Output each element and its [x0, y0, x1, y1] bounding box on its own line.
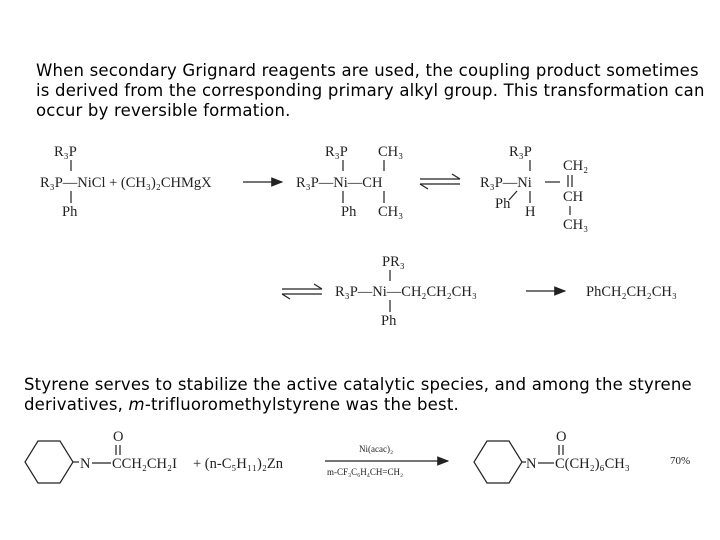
paragraph-styrene [24, 375, 714, 415]
scheme1-reactant [40, 144, 212, 220]
catalyst-above: Ni(acac)₂ [359, 444, 394, 454]
paragraph-2-part-2: -trifluoromethylstyrene was the best. [144, 394, 459, 414]
int3-pr3: PR₃ [382, 254, 405, 270]
piperidine-ring-right [474, 441, 522, 483]
int1-r3p-top: R₃P [325, 144, 348, 160]
int2-ph: Ph [495, 196, 511, 212]
chain-right: C(CH₂)₆CH₃ [555, 456, 630, 472]
scheme2-reactant [25, 429, 284, 483]
piperidine-ring-left [25, 441, 73, 483]
int1-ph: Ph [341, 204, 357, 220]
eq1-lower-barb [420, 184, 428, 189]
scheme2-product [474, 429, 690, 483]
oxygen-right: O [556, 429, 567, 445]
int3-ph: Ph [381, 313, 397, 329]
scheme1-intermediate-3 [335, 254, 477, 329]
int1-ch3-top: CH₃ [378, 144, 404, 160]
int2-ch2: CH₂ [563, 158, 589, 174]
yield-label: 70% [670, 455, 691, 467]
paragraph-secondary-grignard: When secondary Grignard reagents are used, the coupling product sometimes is derived from the corresponding primary alkyl group. This transformation can occur by reversible formation. [36, 60, 705, 120]
reactant-main-line: R₃P—NiCl + (CH₃)₂CHMgX [40, 175, 212, 191]
scheme1-intermediate-2 [480, 144, 588, 233]
scheme1-equilibrium-2 [282, 284, 322, 299]
eq1-upper-barb [452, 174, 460, 179]
reactant-r3p-top: R₃P [54, 144, 77, 160]
int3-main-line: R₃P—Ni—CH₂CH₂CH₃ [335, 284, 477, 300]
eq2-lower-barb [282, 294, 290, 299]
int2-ch3: CH₃ [563, 217, 589, 233]
scheme1-intermediate-1 [296, 144, 403, 220]
scheme2-arrow-conditions [325, 444, 448, 477]
additive-below: m-CF₃C₆H₄CH=CH₂ [327, 467, 404, 477]
paragraph-2-part-1: Styrene serves to stabilize the active catalytic species, and among the styrene derivatives, [24, 374, 692, 414]
int2-h: H [525, 204, 536, 220]
chain-left: CCH₂CH₂I [112, 456, 177, 472]
reactant-ph: Ph [62, 204, 78, 220]
int1-ch3-bottom: CH₃ [378, 204, 404, 220]
reagent-zinc: + (n-C₅H₁₁)₂Zn [193, 456, 284, 472]
int2-r3p-top: R₃P [509, 144, 532, 160]
oxygen-left: O [113, 429, 124, 445]
scheme1-equilibrium-1 [420, 174, 460, 189]
n-left: N [80, 456, 91, 472]
eq2-upper-barb [314, 284, 322, 289]
int2-ch: CH [563, 189, 584, 205]
scheme1-product: PhCH₂CH₂CH₃ [586, 284, 677, 300]
paragraph-2-italic-m: m [128, 394, 145, 414]
n-right: N [526, 456, 537, 472]
int1-main-line: R₃P—Ni—CH [296, 175, 383, 191]
int2-main-left: R₃P—Ni [480, 175, 532, 191]
